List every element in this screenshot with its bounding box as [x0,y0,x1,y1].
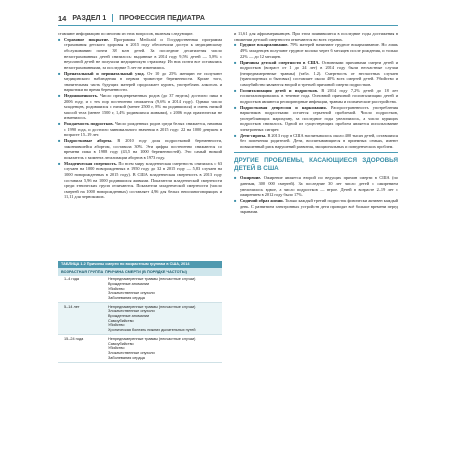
cause-item: Злокачественные опухоли [108,350,155,355]
table-row [58,335,222,363]
bullet-lead: Госпитализация детей и подростков. [240,87,322,93]
page-number: 14 [58,13,67,23]
bullet-text: В 2014 году 7,2% детей до 18 лет госпитализировались в течение года. Основной причиной госпитализации детей и подростков являются респираторные инфекции, травмы и психические расстройства. [240,87,398,104]
right-bottom-bullet-paragraph [234,175,398,197]
left-bullet-paragraph [58,138,222,160]
table-row [58,276,222,304]
bullet-text: От 10 до 25% женщин не получают медицинского наблюдения в первом триместре беременности. Кроме того, значительная часть будущих матерей продолжает курить, употреблять алкоголь и наркотики во время беременности. [64,70,222,93]
bullet-lead: Подростковые аборты. [64,138,118,144]
causes-cell [108,305,219,333]
left-bullet-paragraph [58,161,222,200]
bullet-lead: Рождаемость подростков. [64,121,115,127]
bullet-text: По всем миру младенческая смертность снизилась с 63 случаев на 1000 новорожденных в 1950 году до 32 в 2015 году — 5,83 случаев на 1000 новорожденных в 2015 году). В США младенческая смертность в 2013 году составила 5,96 на 1000 родившихся живыми. Показатели младенческой смертности среди этнических групп отличаются. Показатели младенческой смертности (число смертей на 1000 новорожденных) составляет 4,96 для белых неиспаноговорящих и 11,11 для чернокожих. [64,160,223,200]
bullet-lead: Грудное вскармливание. [240,42,291,48]
cause-item: Непреднамеренные травмы (несчастные случаи) [108,304,196,309]
cause-item: Убийство [108,346,125,351]
causes-of-death-table [58,261,222,447]
section-label: РАЗДЕЛ 1 [72,14,107,22]
table-header-age: ВОЗРАСТНАЯ ГРУППА [61,269,104,274]
age-group-cell: 1–4 года [64,277,80,282]
cause-item: Врожденные аномалии [108,281,150,286]
bullet-lead: Дети-сироты. [240,132,268,138]
right-bullet-paragraph [234,42,398,59]
bullet-text: Программы Medicaid и Государственная программа страхования детского здоровья в 2015 году обеспечили доступ к медицинскому обслуживанию почти 38 млн детей. За последние десятилетия число незастрахованных детей снизилось: выданные в 2014 году 9,5% детей — 5,8% с неуплатой детей не получили медицинскую страховку. Из них почти все оставались незастрахованными, за последние 5 лет не изменились. [64,36,223,70]
cause-item: Хроническая болезнь нижних дыхательных путей [108,328,196,333]
chapter-title: ПРОФЕССИЯ ПЕДИАТРА [119,14,205,22]
bullet-lead: Причины детской смертности в США. [240,59,322,65]
bullet-lead: Недоношенность. [64,93,101,99]
bullet-text: Число преждевременных родов (до 37 недель) достигло пика в 2006 году, и с тех пор постепенно снижается (9,6% в 2014 году). Однако число младенцев, родившихся с низкой (менее 2500 г, 8% на родившихся) и очень низкой массой тела (менее 1500 г, 1,4% родившихся живыми), с 2006 года практически не изменилось. [64,93,222,121]
left-bullet-paragraph [58,121,222,138]
bullet-text: Только каждый третий подросток физически активен каждый день. С развитием электронных устройств дети проводят всё больше времени перед экранами. [240,198,398,215]
bullet-text: Распространенность употребления наркотиков подростками остается серьезной проблемой. Число подростков, употребляющих марихуану, за последние годы увеличилось, а число курящих подростков снизилось. Одной из существующих проблем является использование электронных сигарет. [240,104,398,132]
table-title: ТАБЛИЦА 1.2 Причины смерти по возрастным группам в США, 2014 [58,261,222,268]
causes-cell [108,277,219,301]
table-header [58,268,222,276]
table-row [58,303,222,335]
table-body [58,276,222,363]
right-bullet-paragraph [234,133,398,150]
age-group-cell: 5–14 лет [64,304,80,309]
cause-item: Убийство [108,286,125,291]
cause-item: Врожденные аномалии [108,314,150,319]
cause-item: Убийство [108,323,125,328]
heading-rule [234,152,398,153]
right-paragraph: и 11,61 для афроамериканцев. При этом появившиеся в последние годы достижения в снижении детской смертности отмечаются во всех странах. [234,31,398,42]
left-bullet-paragraph [58,37,222,70]
bullet-text: В 2010 году доля подростковой беременности, закончившейся абортом, составила 30%. Эти цифры постепенно снижаются со времени пика в 1988 году (43,5 на 1000 беременностей). Это самый низкий показатель с момента легализации абортов в 1973 году. [64,138,222,160]
cause-item: Заболевания сердца [108,355,145,360]
bullet-lead: Младенческая смертность. [64,160,119,166]
age-group-cell: 15–24 года [64,336,84,341]
bullet-lead: Пренатальный и перинатальный уход. [64,70,148,76]
table-header-causes: ПРИЧИНА СМЕРТИ (В ПОРЯДКЕ ЧАСТОТЫ) [105,269,187,274]
right-bottom-bullet-paragraph [234,198,398,215]
cause-item: Заболевания сердца [108,295,145,300]
bullet-text: Основными причинами смерти детей и подростков (возраст от 1 до 24 лет) в 2014 году были несчастные случаи (непреднамеренные травмы) (табл. 1.2). Смертность от несчастных случаев (транспортных и бытовых) составляет около 40% всех смертей детей. Убийство и самоубийство являются второй и третьей причиной смерти подростков. [240,59,399,87]
bullet-text: 79% матерей начинают грудное вскармливание. Но лишь 49% младенцев получают грудное молоко через 6 месяцев после рождения, и только 22% — до 12 месяцев. [240,42,399,59]
cause-item: Самоубийство [108,318,134,323]
bullet-text: Число рожденных родов среди белых снижается, начиная с 1990 года, и достигло минимального значения в 2015 году: 22 на 1000 девушек в возрасте 15–19 лет. [64,121,223,138]
right-bullet-paragraph [234,60,398,88]
right-bullet-paragraph [234,105,398,133]
page-header [58,12,398,24]
header-divider [112,14,113,22]
causes-cell [108,337,219,361]
cause-item: Непреднамеренные травмы (несчастные случаи) [108,277,196,282]
right-bullet-paragraph [234,88,398,105]
left-bullet-paragraph [58,93,222,121]
bullet-lead: Ожирение. [240,175,264,181]
bullet-lead: Страховое покрытие. [64,36,114,42]
bullet-text: Ожирение является второй по ведущих причин смерти в США (по данным, 300 000 смертей). За последние 30 лет число детей с ожирением увеличилось вдвое, а число подростков — втрое. Детей в возрасте 2–19 лет с ожирением в 2012 году было 17%. [240,175,398,198]
left-paragraph: ставляют информацию по многим из этих вопросов, включая следующие. [58,31,194,36]
left-bullet-paragraph [58,71,222,93]
cause-item: Злокачественные опухоли [108,291,155,296]
cause-item: Злокачественные опухоли [108,309,155,314]
cause-item: Самоубийство [108,341,134,346]
section-heading: ДРУГИЕ ПРОБЛЕМЫ, КАСАЮЩИЕСЯ ЗДОРОВЬЯ ДЕТЕЙ В США [234,157,398,172]
right-column-text [234,31,398,149]
left-column [58,31,222,200]
header-rule [58,25,398,26]
cause-item: Непреднамеренные травмы (несчастные случаи) [108,336,196,341]
bullet-lead: Подростковая депрессия и наркомания. [240,104,331,110]
bullet-lead: Сидячий образ жизни. [240,198,285,204]
bullet-text: В 2013 году в США насчитывалось около 400 тысяч детей, оставшихся без попечения родителей. Дети, воспитывающиеся в приемных семьях, имеют повышенный риск нарушений развития, эмоциональных и поведенческих проблем. [240,132,398,149]
right-column [234,31,398,215]
right-column-bottom-text [234,175,398,214]
